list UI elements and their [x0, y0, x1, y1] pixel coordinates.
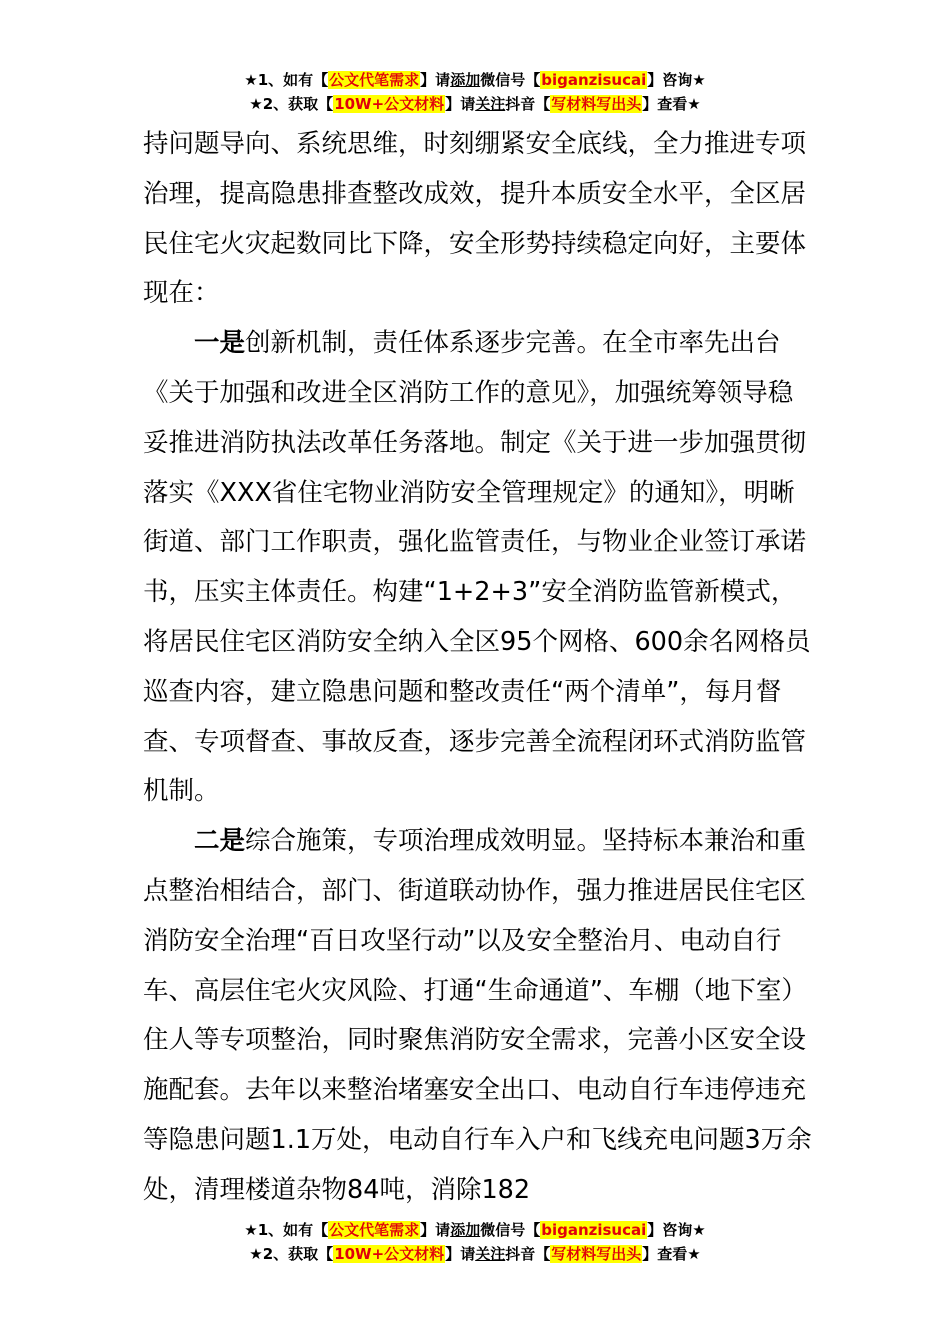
banner-text: 】请: [420, 1221, 451, 1239]
banner-text: 微信号【: [480, 71, 541, 89]
banner-underline: 添加: [450, 71, 481, 89]
paragraph-lead: 二是: [194, 826, 246, 857]
banner-line-2: [0, 1242, 950, 1266]
header-banner: [0, 68, 950, 116]
banner-highlight: 10W+公文材料: [334, 1245, 445, 1263]
paragraph-text: 综合施策，专项治理成效明显。坚持标本兼治和重点整治相结合，部门、街道联动协作，强力推进居民住宅区消防安全治理“百日攻坚行动”以及安全整治月、电动自行车、高层住宅火灾风险、打通“生命通道”、车棚（地下室）住人等专项整治，同时聚焦消防安全需求，完善小区安全设施配套。去年以来整治堵塞安全出口、电动自行车违停违充等隐患问题1.1万处，电动自行车入户和飞线充电问题3万余处，清理楼道杂物84吨，消除182: [143, 826, 812, 1205]
banner-highlight: 公文代笔需求: [329, 1221, 420, 1239]
banner-underline: 关注: [475, 1245, 506, 1263]
banner-text: ★2、获取【: [249, 95, 334, 113]
banner-highlight: biganzisucai: [541, 71, 647, 89]
paragraph-1: [143, 319, 813, 817]
banner-text: ★1、如有【: [244, 71, 329, 89]
banner-highlight: 10W+公文材料: [334, 95, 445, 113]
banner-text: 】查看★: [642, 1245, 701, 1263]
banner-line-1: [0, 1218, 950, 1242]
banner-text: 】咨询★: [647, 71, 706, 89]
banner-line-2: [0, 92, 950, 116]
document-body: [143, 120, 813, 1216]
banner-underline: 关注: [475, 95, 506, 113]
banner-line-1: [0, 68, 950, 92]
paragraph-lead: 一是: [194, 328, 246, 359]
banner-highlight: 写材料写出头: [551, 1245, 642, 1263]
banner-text: ★2、获取【: [249, 1245, 334, 1263]
paragraph-2: [143, 817, 813, 1215]
banner-text: 】咨询★: [647, 1221, 706, 1239]
intro-paragraph: 持问题导向、系统思维，时刻绷紧安全底线，全力推进专项治理，提高隐患排查整改成效，提升本质安全水平，全区居民住宅火灾起数同比下降，安全形势持续稳定向好，主要体现在：: [143, 129, 807, 309]
banner-text: 】查看★: [642, 95, 701, 113]
banner-text: ★1、如有【: [244, 1221, 329, 1239]
banner-text: 抖音【: [505, 1245, 551, 1263]
banner-text: 微信号【: [480, 1221, 541, 1239]
banner-underline: 添加: [450, 1221, 481, 1239]
banner-text: 】请: [445, 1245, 476, 1263]
footer-banner: [0, 1218, 950, 1266]
banner-highlight: biganzisucai: [541, 1221, 647, 1239]
paragraph-text: 创新机制，责任体系逐步完善。在全市率先出台《关于加强和改进全区消防工作的意见》，加强统筹领导稳妥推进消防执法改革任务落地。制定《关于进一步加强贯彻落实《XXX省住宅物业消防安全管理规定》的通知》，明晰街道、部门工作职责，强化监管责任，与物业企业签订承诺书，压实主体责任。构建“1+2+3”安全消防监管新模式，将居民住宅区消防安全纳入全区95个网格、600余名网格员巡查内容，建立隐患问题和整改责任“两个清单”，每月督查、专项督查、事故反查，逐步完善全流程闭环式消防监管机制。: [143, 328, 811, 807]
banner-highlight: 公文代笔需求: [329, 71, 420, 89]
banner-text: 】请: [445, 95, 476, 113]
banner-text: 】请: [420, 71, 451, 89]
banner-highlight: 写材料写出头: [551, 95, 642, 113]
banner-text: 抖音【: [505, 95, 551, 113]
